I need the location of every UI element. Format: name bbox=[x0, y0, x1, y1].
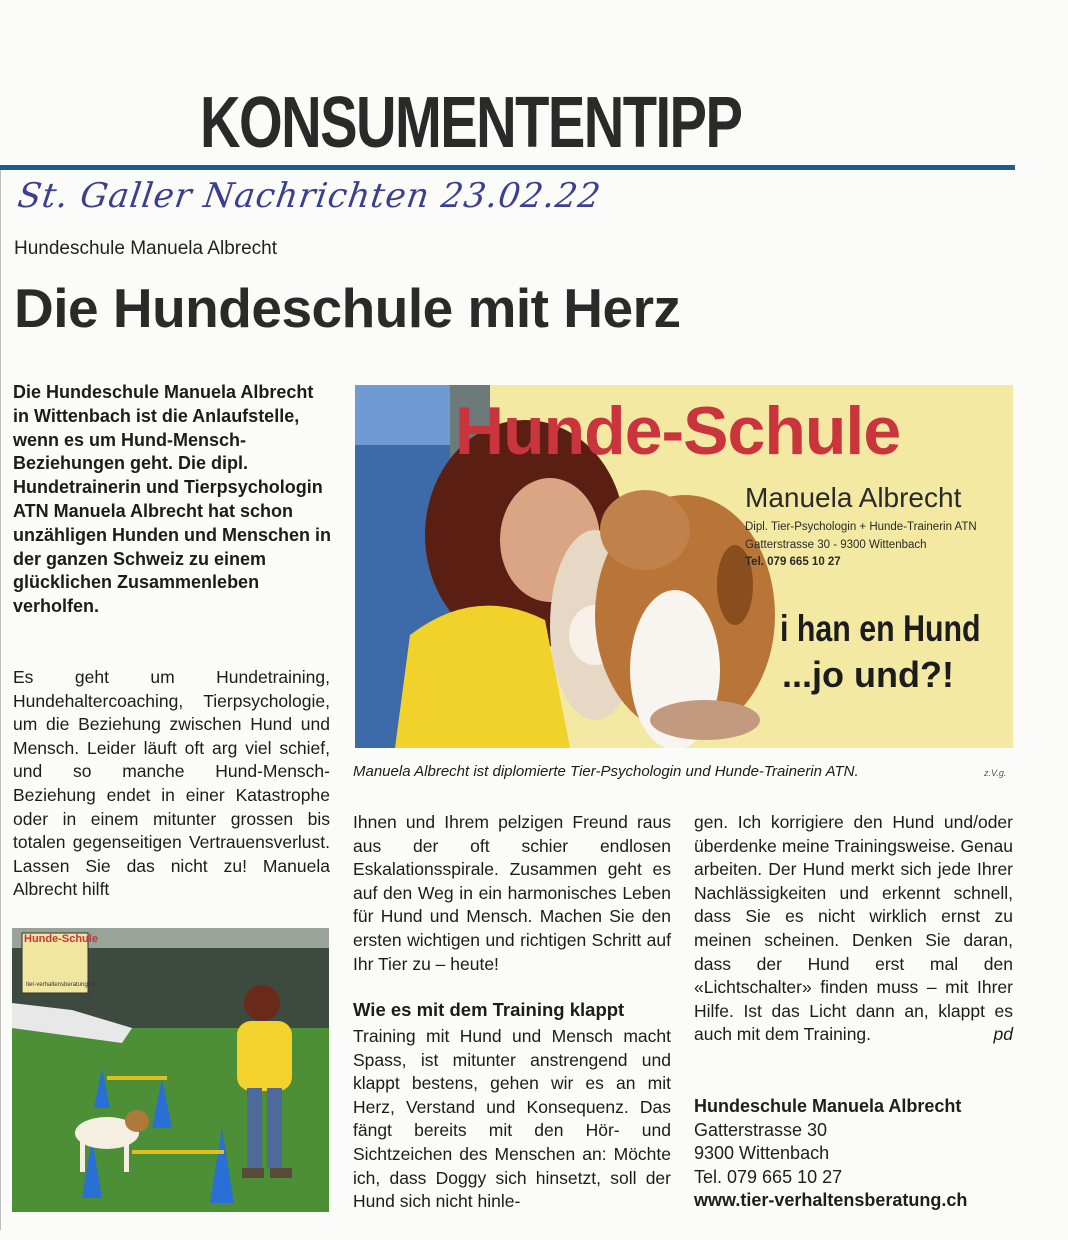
sign-name: Manuela Albrecht bbox=[745, 482, 962, 513]
column-border bbox=[0, 170, 1, 1230]
article-headline: Die Hundeschule mit Herz bbox=[14, 277, 681, 339]
contact-block bbox=[694, 1095, 1024, 1213]
article-lead: Die Hundeschule Manuela Albrecht in Wittenbach ist die Anlaufstelle, wenn es um Hund-Mensch-Beziehungen geht. Die dipl. Hundetrainerin und Tierpsychologin ATN Manuela Albrecht hat schon unzähligen Hunden und Menschen in der ganzen Schweiz zu einem glücklichen Zusammenleben verholfen. bbox=[13, 382, 331, 617]
contact-city: 9300 Wittenbach bbox=[694, 1143, 830, 1164]
training-photo-illustration bbox=[12, 928, 329, 1212]
photo-credit: z.V.g. bbox=[984, 768, 1007, 778]
column3-body bbox=[694, 811, 1013, 1047]
column1-body: Es geht um Hundetraining, Hundehaltercoaching, Tierpsychologie, um die Beziehung zwischen Hund und Mensch. Leider läuft oft arg viel schief, und so manche Hund-Mensch-Beziehung endet in einer Katastrophe oder in einem mitunter grossen bis totalen gegenseitigen Vertrauensverlust. Lassen Sie das nicht zu! Manuela Albrecht hilft bbox=[13, 667, 330, 900]
sign-address: Gatterstrasse 30 - 9300 Wittenbach bbox=[745, 539, 927, 551]
contact-website: www.tier-verhaltensberatung.ch bbox=[694, 1190, 968, 1211]
photo-caption: Manuela Albrecht ist diplomierte Tier-Psychologin und Hunde-Trainerin ATN. bbox=[353, 763, 859, 780]
contact-name: Hundeschule Manuela Albrecht bbox=[694, 1096, 962, 1116]
header-rule bbox=[0, 165, 1015, 170]
column3-text: gen. Ich korrigiere den Hund und/oder überdenke meine Trainingsweise. Genau arbeiten. Der Hund merkt sich jede Ihrer Nachlässigkeiten und erkennt schnell, dass Sie es nicht wirklich ernst zu meinen scheinen. Denken Sie daran, dass der Hund erst mal den «Lichtschalter» finden muss – mit Ihrer Hilfe. Ist das Licht dann an, klappt es auch mit dem Training. bbox=[694, 812, 1013, 1045]
sign-role: Dipl. Tier-Psychologin + Hunde-Trainerin ATN bbox=[745, 521, 977, 533]
article-kicker: Hundeschule Manuela Albrecht bbox=[14, 238, 278, 259]
sign-tel: Tel. 079 665 10 27 bbox=[745, 556, 841, 568]
sign-title: Hunde-Schule bbox=[455, 393, 901, 469]
author-signature: pd bbox=[993, 1024, 1013, 1045]
contact-tel: Tel. 079 665 10 27 bbox=[694, 1166, 843, 1187]
training-photo bbox=[12, 928, 329, 1212]
mini-sign-title: Hunde-Schule bbox=[24, 933, 98, 945]
sign-slogan-line1: i han en Hund bbox=[780, 608, 981, 649]
sign-slogan-line2: ...jo und?! bbox=[782, 654, 954, 695]
column2-body: Ihnen und Ihrem pelzigen Freund raus aus der oft schier endlosen Eskalationsspirale. Zusammen geht es auf den Weg in ein harmonisches Leben für Hund und Mensch. Machen Sie den ersten wichtigen und richtigen Schritt auf Ihr Tier zu – heute! bbox=[353, 812, 671, 974]
section-title: KONSUMENTENTIPP bbox=[200, 83, 742, 163]
handwritten-note: St. Galler Nachrichten 23.02.22 bbox=[15, 176, 604, 216]
column2-body-continued: Training mit Hund und Mensch macht Spass, ist mitunter anstrengend und klappt bestens, gehen wir es an mit Herz, Verstand und Konsequenz. Das fängt bereits mit den Hör- und Sichtzeichen des Menschen an: Möchte ich, dass Doggy sich hinsetzt, soll der Hund sich nicht hinle- bbox=[353, 1026, 671, 1212]
article-subhead: Wie es mit dem Training klappt bbox=[353, 999, 625, 1020]
mini-sign-web: tier-verhaltensberatung.ch bbox=[26, 982, 96, 988]
contact-street: Gatterstrasse 30 bbox=[694, 1119, 828, 1140]
